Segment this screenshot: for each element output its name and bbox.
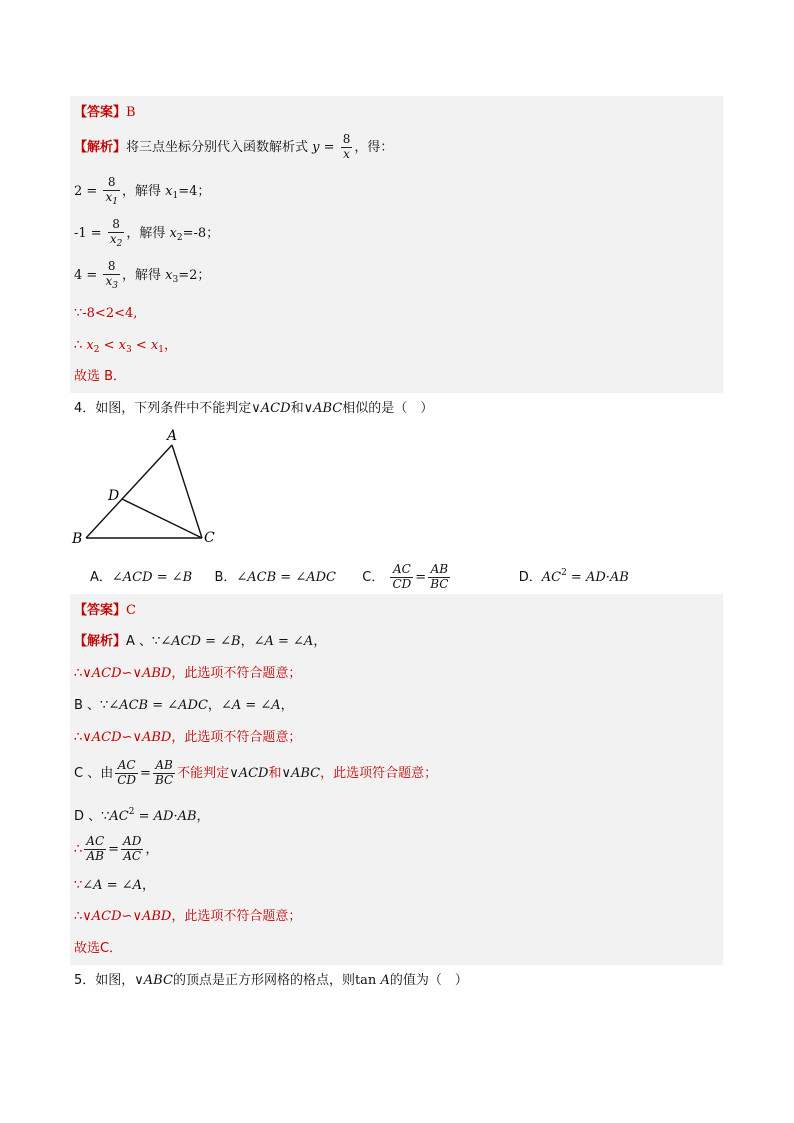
analysis-line-5: ∴∨ACD∽∨ABD，此选项不符合题意； <box>74 730 302 745</box>
analysis-tag: 【解析】 <box>74 140 127 155</box>
analysis-line-4: B 、∵∠ACB = ∠ADC，∠A = ∠A， <box>74 698 294 713</box>
analysis-intro: 将三点坐标分别代入函数解析式 <box>126 140 309 155</box>
vertex-a-label: A <box>167 428 178 444</box>
option-c[interactable]: C． $\frac{AC}{CD}$ = $\frac{AB}{BC}$ <box>362 562 449 591</box>
analysis-line-2: 【解析】A 、∵∠ACD = ∠B，∠A = ∠A， <box>74 634 327 649</box>
analysis-line <box>74 130 393 166</box>
because-line: ∵-8<2<4, <box>74 306 138 321</box>
answer-line-2: 【答案】C <box>74 603 136 618</box>
option-d[interactable]: D．$AC^2 = AD\cdot AB$ <box>518 568 629 585</box>
question-4-options <box>90 553 629 593</box>
analysis-line-8: ∴ $\frac{AC}{AB}$ = $\frac{AD}{AC}$ ， <box>74 834 159 863</box>
equation-2: -1 = $\frac{8}{x_2}$ ，解得 $x_2=-8$； <box>74 216 220 249</box>
option-b[interactable]: B．∠ACB = ∠ADC <box>214 570 336 585</box>
equation-1: 2 = $\frac{8}{x_1}$ ，解得 $x_1=4$； <box>74 174 211 207</box>
answer-value: B <box>126 105 136 120</box>
analysis-line-6: C 、由 $\frac{AC}{CD}$ = $\frac{AB}{BC}$ 不能判定∨ACD和∨ABC，此选项符合题意； <box>74 758 438 787</box>
question-4: 4．如图，下列条件中不能判定∨ACD和∨ABC相似的是（ ） <box>74 401 434 416</box>
vertex-d-label: D <box>108 488 120 504</box>
analysis-line-10: ∴∨ACD∽∨ABD，此选项不符合题意； <box>74 909 302 924</box>
conclusion-1: 故选 B． <box>74 369 127 384</box>
vertex-b-label: B <box>72 531 83 547</box>
eq1-fraction: $\frac{8}{x_1}$ <box>105 174 118 207</box>
analysis-get: ，得： <box>354 140 394 155</box>
function-lhs: y = <box>312 140 335 155</box>
option-a[interactable]: A．∠ACD = ∠B <box>90 570 193 585</box>
answer-tag: 【答案】 <box>74 105 127 120</box>
conclusion-2: 故选C． <box>74 941 123 956</box>
vertex-c-label: C <box>204 530 215 546</box>
eq3-fraction: $\frac{8}{x_3}$ <box>105 258 118 291</box>
order-line: ∴ $x_2 < x_3 < x_1$， <box>74 338 178 355</box>
eq2-fraction: $\frac{8}{x_2}$ <box>109 216 123 249</box>
triangle-figure <box>64 426 234 550</box>
analysis-line-9: ∵∠A = ∠A， <box>74 878 156 893</box>
equation-3: 4 = $\frac{8}{x_3}$ ，解得 $x_3=2$； <box>74 258 211 291</box>
analysis-line-3: ∴∨ACD∽∨ABD，此选项不符合题意； <box>74 666 302 681</box>
answer-line <box>74 99 136 127</box>
function-fraction: $\frac{8}{x}$ <box>342 132 351 161</box>
question-5: 5．如图，∨ABC的顶点是正方形网格的格点，则tan A的值为（ ） <box>74 973 468 988</box>
analysis-line-7: D 、$\because AC^2 = AD\cdot AB$， <box>74 807 210 824</box>
